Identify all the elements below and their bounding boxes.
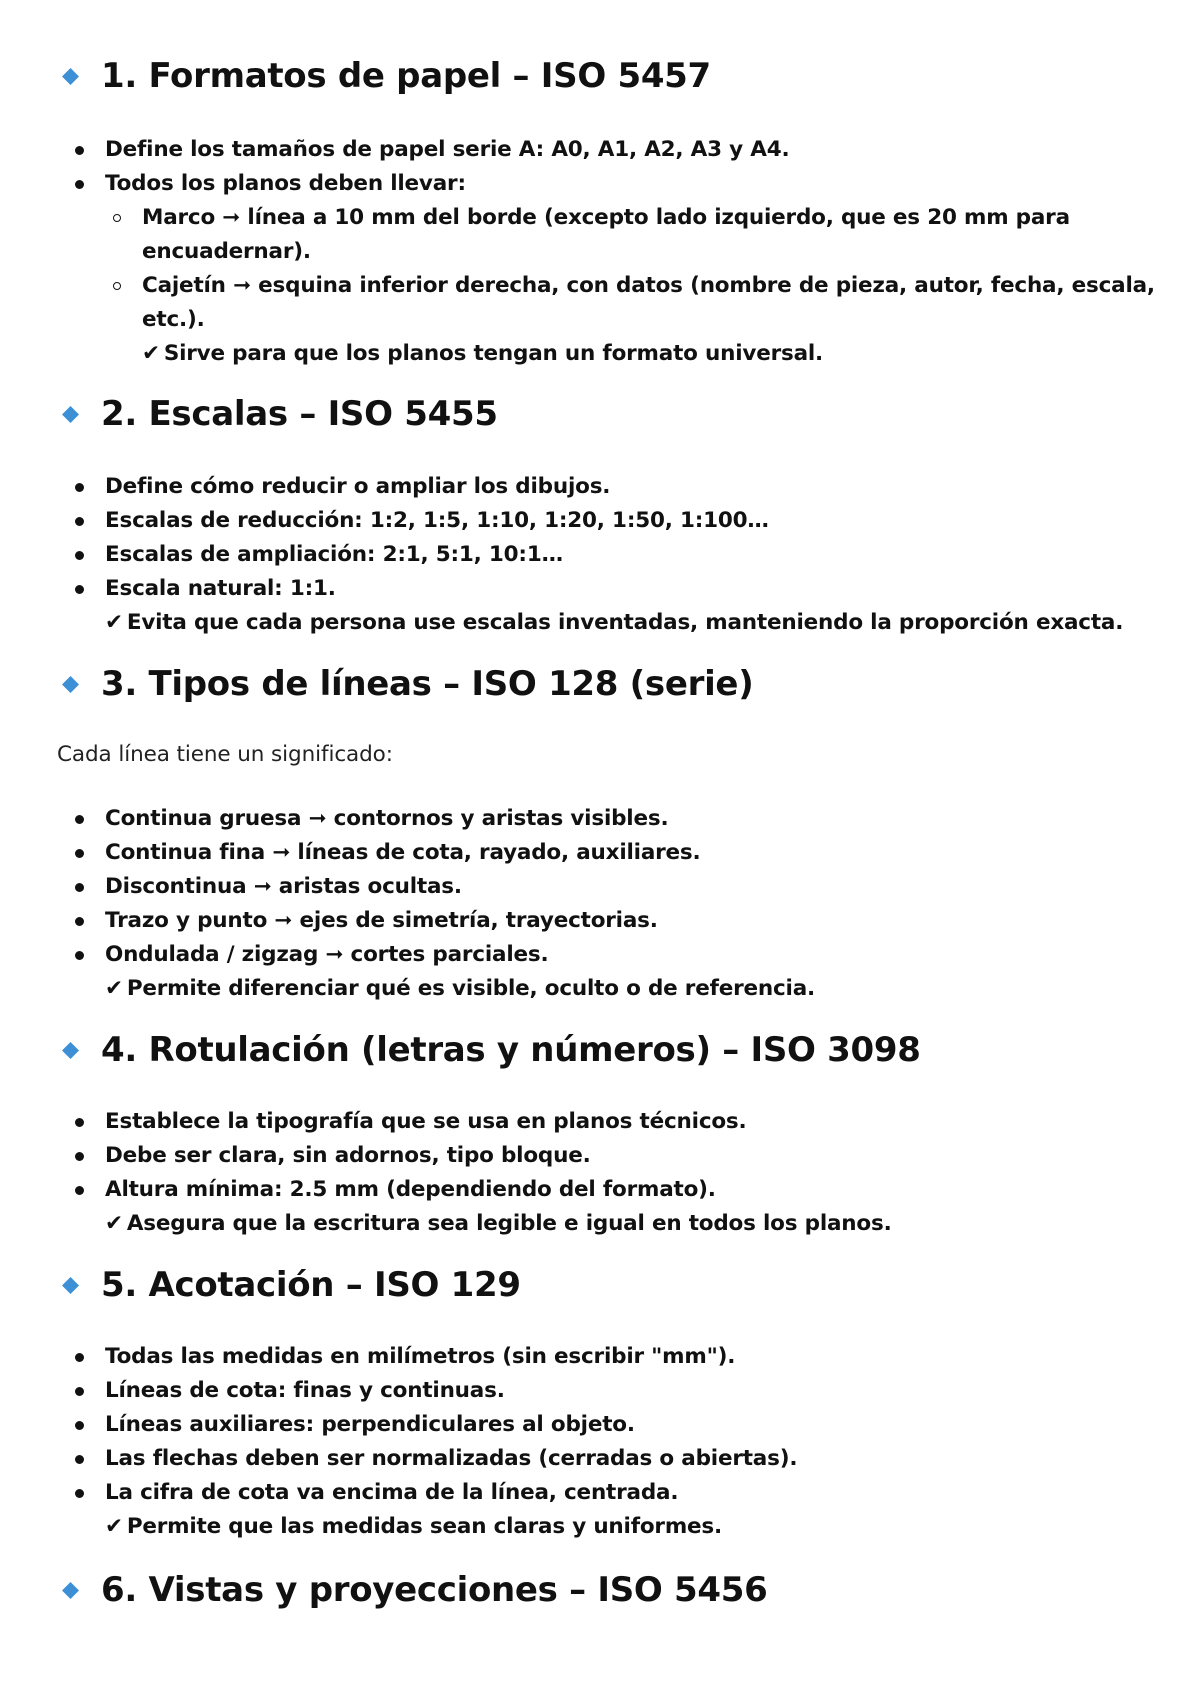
- section-5-heading: 5. Acotación – ISO 129: [101, 1265, 521, 1305]
- blue-diamond-icon: [62, 676, 79, 693]
- section-4-heading: 4. Rotulación (letras y números) – ISO 3098: [101, 1030, 921, 1070]
- list-item: Escalas de ampliación: 2:1, 5:1, 10:1…: [72, 538, 1172, 572]
- section-3-note: ✔ Permite diferenciar qué es visible, oculto o de referencia.: [72, 972, 1172, 1006]
- section-4-title: [62, 1030, 921, 1070]
- section-3-intro: Cada línea tiene un significado:: [57, 742, 393, 767]
- section-3-list: [72, 802, 1172, 1006]
- check-mark-icon: ✔: [142, 341, 160, 366]
- bullet-dot: [75, 849, 84, 858]
- section-2-title: [62, 394, 498, 434]
- list-item: Establece la tipografía que se usa en planos técnicos.: [72, 1105, 1172, 1139]
- blue-diamond-icon: [62, 1042, 79, 1059]
- list-item: Ondulada / zigzag ➞ cortes parciales.: [72, 938, 1172, 972]
- bullet-dot: [75, 1489, 84, 1498]
- blue-diamond-icon: [62, 406, 79, 423]
- sub-list-item: Marco ➞ línea a 10 mm del borde (excepto lado izquierdo, que es 20 mm para encuadernar).: [72, 201, 1172, 269]
- list-item: Trazo y punto ➞ ejes de simetría, trayectorias.: [72, 904, 1172, 938]
- bullet-dot: [75, 917, 84, 926]
- list-item: Líneas de cota: finas y continuas.: [72, 1374, 1172, 1408]
- list-item: Discontinua ➞ aristas ocultas.: [72, 870, 1172, 904]
- section-3-heading: 3. Tipos de líneas – ISO 128 (serie): [101, 664, 754, 704]
- sub-bullet-ring: [113, 282, 121, 290]
- section-2-heading: 2. Escalas – ISO 5455: [101, 394, 498, 434]
- list-item: Continua gruesa ➞ contornos y aristas visibles.: [72, 802, 1172, 836]
- bullet-dot: [75, 883, 84, 892]
- list-item: Define los tamaños de papel serie A: A0, A1, A2, A3 y A4.: [72, 133, 1172, 167]
- list-item: Altura mínima: 2.5 mm (dependiendo del formato).: [72, 1173, 1172, 1207]
- bullet-dot: [75, 1455, 84, 1464]
- section-5-list: [72, 1340, 1172, 1544]
- section-1-title: [62, 56, 711, 96]
- blue-diamond-icon: [62, 1277, 79, 1294]
- section-6-title: [62, 1570, 767, 1610]
- check-mark-icon: ✔: [105, 1514, 123, 1539]
- bullet-dot: [75, 585, 84, 594]
- section-3-title: [62, 664, 753, 704]
- bullet-dot: [75, 483, 84, 492]
- bullet-dot: [75, 180, 84, 189]
- list-item: Escala natural: 1:1.: [72, 572, 1172, 606]
- bullet-dot: [75, 1353, 84, 1362]
- sub-list-item: Cajetín ➞ esquina inferior derecha, con datos (nombre de pieza, autor, fecha, escala, etc.).: [72, 269, 1172, 337]
- section-2-note: ✔ Evita que cada persona use escalas inventadas, manteniendo la proporción exacta.: [72, 606, 1172, 640]
- sub-bullet-ring: [113, 214, 121, 222]
- bullet-dot: [75, 1421, 84, 1430]
- blue-diamond-icon: [62, 68, 79, 85]
- list-item: Escalas de reducción: 1:2, 1:5, 1:10, 1:20, 1:50, 1:100…: [72, 504, 1172, 538]
- bullet-dot: [75, 1152, 84, 1161]
- bullet-dot: [75, 1118, 84, 1127]
- section-1-list: [72, 133, 1172, 371]
- bullet-dot: [75, 551, 84, 560]
- check-mark-icon: ✔: [105, 610, 123, 635]
- list-item: Define cómo reducir o ampliar los dibujos.: [72, 470, 1172, 504]
- list-item: Todos los planos deben llevar:: [72, 167, 1172, 201]
- section-1-note: ✔ Sirve para que los planos tengan un formato universal.: [72, 337, 1172, 371]
- section-6-heading: 6. Vistas y proyecciones – ISO 5456: [101, 1570, 768, 1610]
- bullet-dot: [75, 517, 84, 526]
- list-item: Líneas auxiliares: perpendiculares al objeto.: [72, 1408, 1172, 1442]
- bullet-dot: [75, 1186, 84, 1195]
- section-5-note: ✔ Permite que las medidas sean claras y uniformes.: [72, 1510, 1172, 1544]
- list-item: Continua fina ➞ líneas de cota, rayado, auxiliares.: [72, 836, 1172, 870]
- bullet-dot: [75, 146, 84, 155]
- check-mark-icon: ✔: [105, 976, 123, 1001]
- list-item: Todas las medidas en milímetros (sin escribir "mm").: [72, 1340, 1172, 1374]
- list-item: La cifra de cota va encima de la línea, centrada.: [72, 1476, 1172, 1510]
- section-5-title: [62, 1265, 521, 1305]
- list-item: Debe ser clara, sin adornos, tipo bloque.: [72, 1139, 1172, 1173]
- bullet-dot: [75, 1387, 84, 1396]
- bullet-dot: [75, 951, 84, 960]
- bullet-dot: [75, 815, 84, 824]
- section-4-list: [72, 1105, 1172, 1241]
- list-item: Las flechas deben ser normalizadas (cerradas o abiertas).: [72, 1442, 1172, 1476]
- blue-diamond-icon: [62, 1582, 79, 1599]
- section-2-list: [72, 470, 1172, 640]
- check-mark-icon: ✔: [105, 1211, 123, 1236]
- section-1-heading: 1. Formatos de papel – ISO 5457: [101, 56, 711, 96]
- section-4-note: ✔ Asegura que la escritura sea legible e igual en todos los planos.: [72, 1207, 1172, 1241]
